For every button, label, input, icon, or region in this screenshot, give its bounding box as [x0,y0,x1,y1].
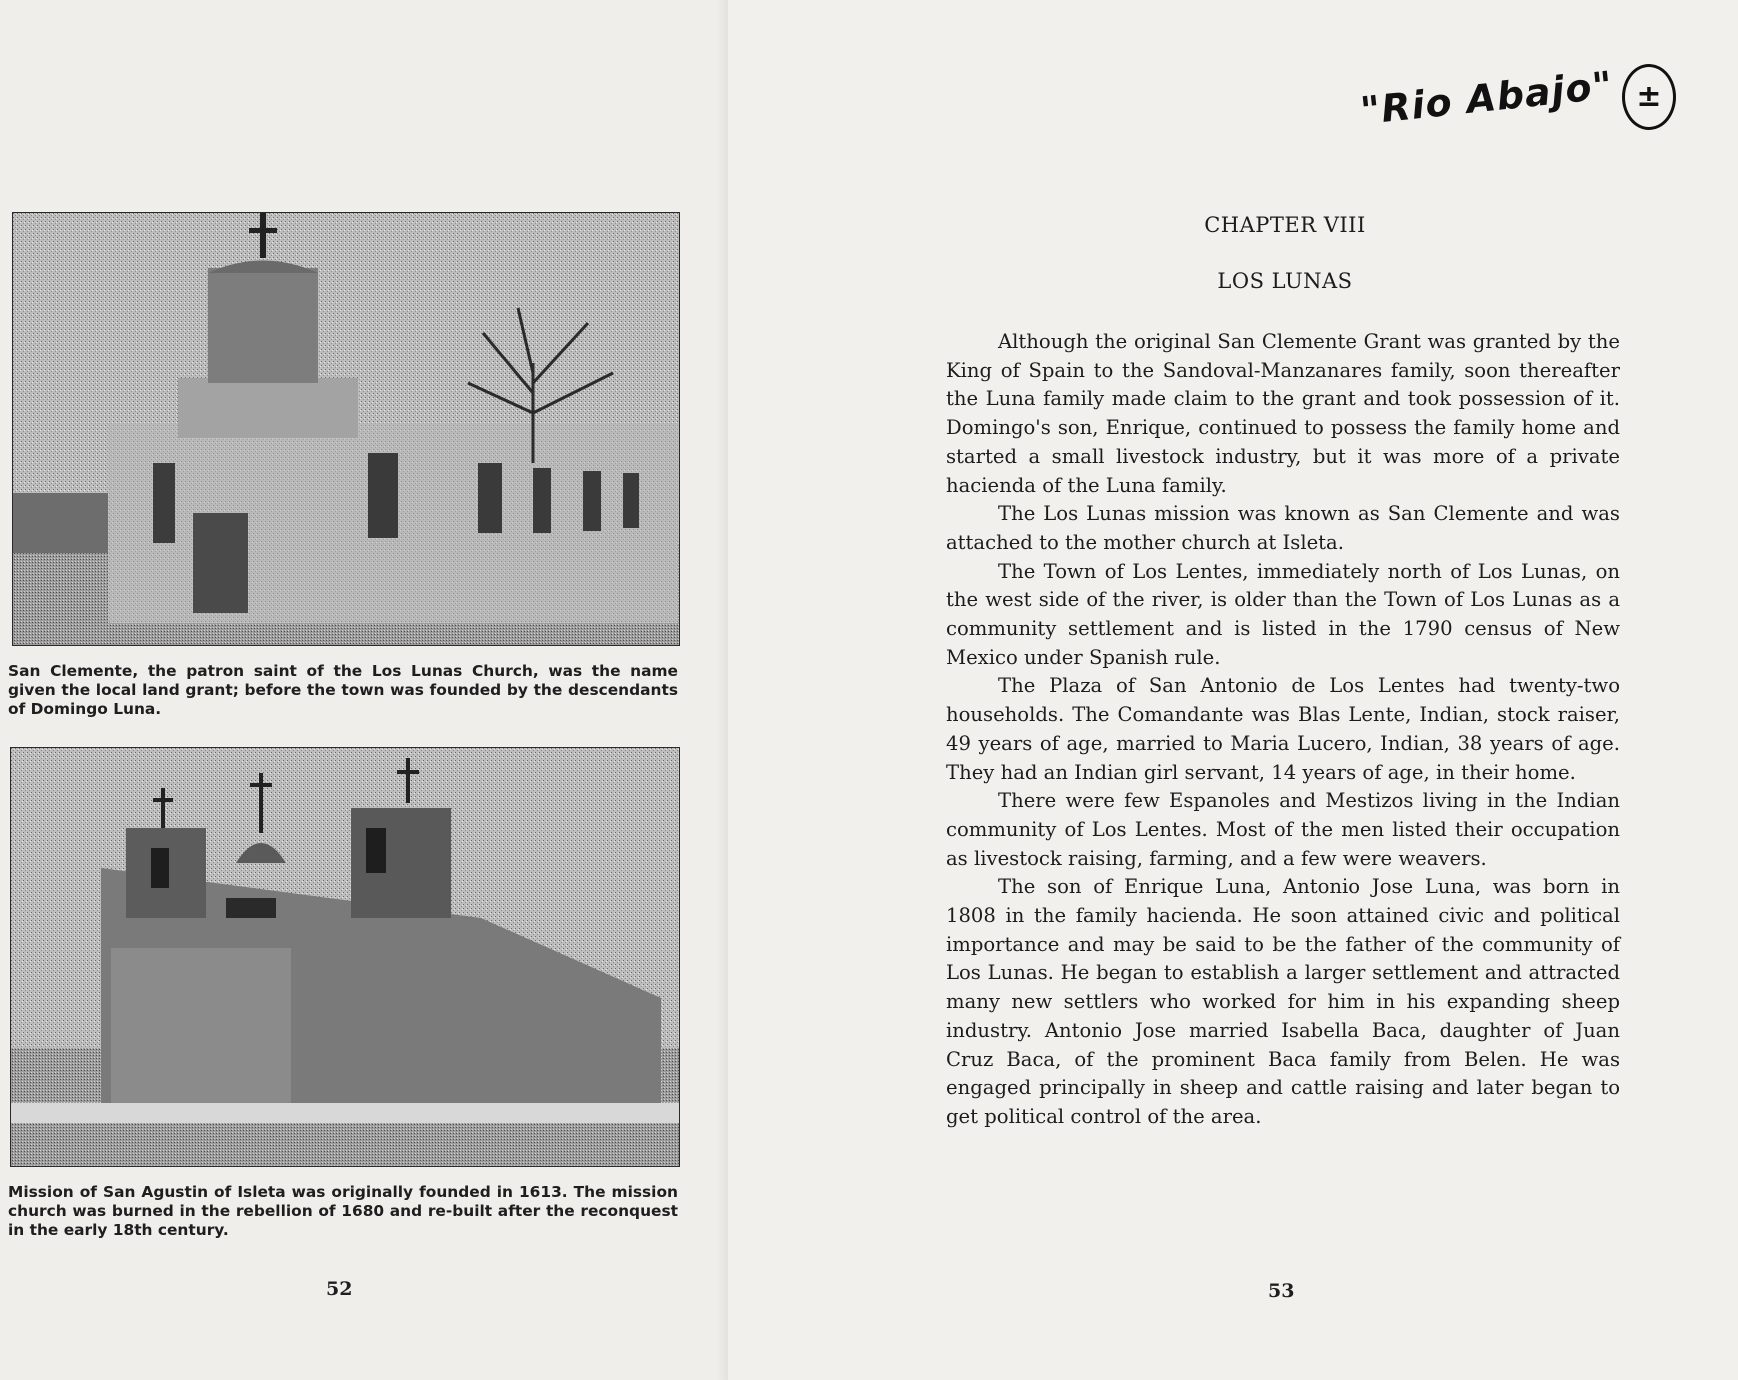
page-number-left: 52 [326,1278,353,1300]
body-paragraph: There were few Espanoles and Mestizos living in the Indian community of Los Lentes. Most of the men listed their occupation as livestock raising, farming, and a few were weavers. [946,789,1620,870]
handwritten-circled-mark: ± [1622,64,1676,130]
body-paragraph: The son of Enrique Luna, Antonio Jose Luna, was born in 1808 in the family hacienda. He soon attained civic and political importance and may be said to be the father of the community of Los Lunas. He began to establish a larger settlement and attracted many new settlers who worked for him in his expanding sheep industry. Antonio Jose married Isabella Baca, daughter of Juan Cruz Baca, of the prominent Baca family from Belen. He was engaged principally in sheep and cattle raising and later began to get political control of the area. [946,875,1620,1128]
photo-caption-san-clemente: San Clemente, the patron saint of the Los Lunas Church, was the name given the local land grant; before the town was founded by the descendants of Domingo Luna. [8,662,678,718]
san-clemente-church-photo [12,212,680,646]
handwritten-annotation: "Rio Abajo" [1358,62,1616,134]
chapter-heading: CHAPTER VIII [1204,213,1366,237]
body-paragraph: The Los Lunas mission was known as San Clemente and was attached to the mother church at Isleta. [946,502,1620,554]
left-page [0,0,728,1380]
chapter-body [946,328,1620,1132]
chapter-title: LOS LUNAS [1217,269,1353,293]
page-number-right: 53 [1268,1280,1295,1302]
body-paragraph: Although the original San Clemente Grant was granted by the King of Spain to the Sandoval-Manzanares family, soon thereafter the Luna family made claim to the grant and took possession of it. Domingo's son, Enrique, continued to possess the family home and started a small livestock industry, but it was more of a private hacienda of the Luna family. [946,330,1620,497]
body-paragraph: The Plaza of San Antonio de Los Lentes had twenty-two households. The Comandante was Blas Lente, Indian, stock raiser, 49 years of age, married to Maria Lucero, Indian, 38 years of age. They had an Indian girl servant, 14 years of age, in their home. [946,674,1620,784]
photo-caption-isleta: Mission of San Agustin of Isleta was originally founded in 1613. The mission church was burned in the rebellion of 1680 and re-built after the reconquest in the early 18th century. [8,1183,678,1239]
body-paragraph: The Town of Los Lentes, immediately north of Los Lunas, on the west side of the river, is older than the Town of Los Lunas as a community settlement and is listed in the 1790 census of New Mexico under Spanish rule. [946,559,1620,669]
isleta-mission-photo [10,747,680,1167]
